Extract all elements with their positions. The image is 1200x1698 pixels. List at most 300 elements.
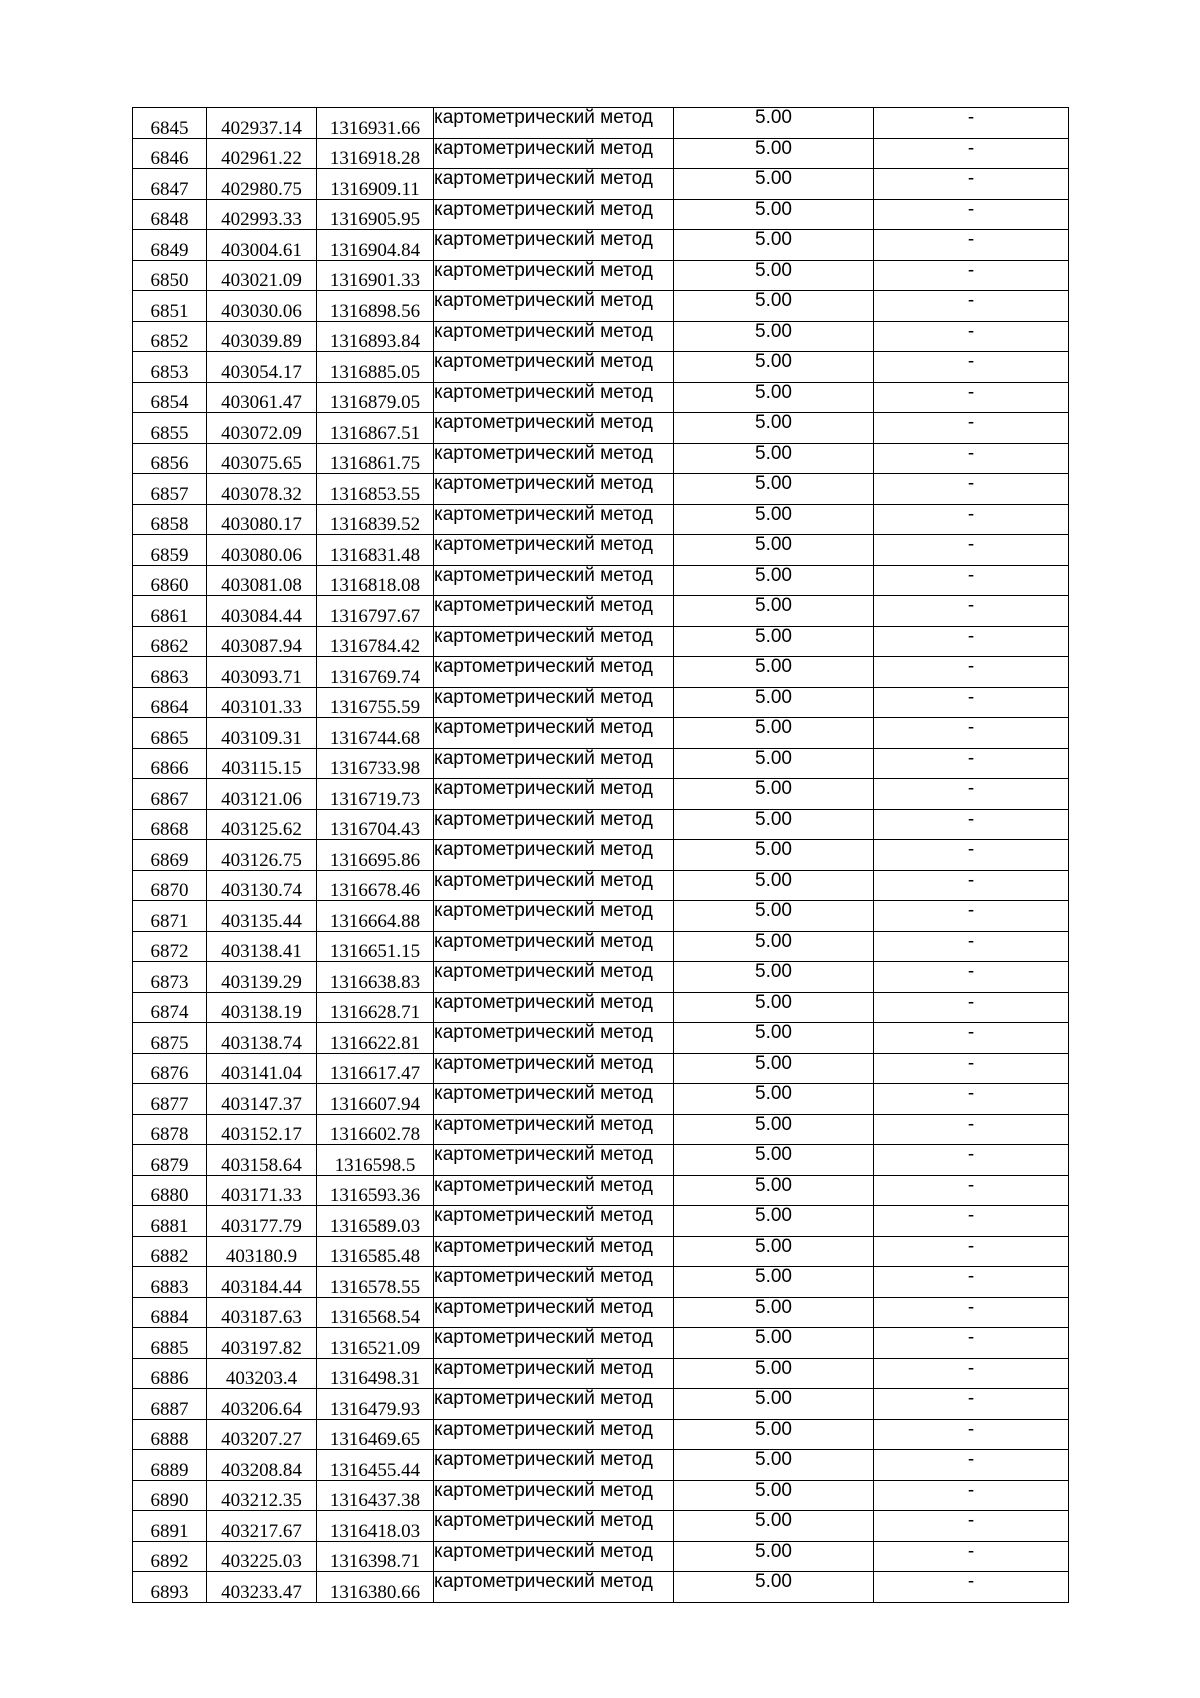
x-coordinate-cell: 403138.41 (207, 931, 317, 962)
description-cell: - (874, 352, 1069, 383)
accuracy-cell: 5.00 (674, 565, 874, 596)
method-cell: картометрический метод (434, 901, 674, 932)
description-cell: - (874, 291, 1069, 322)
accuracy-cell: 5.00 (674, 199, 874, 230)
point-number-cell: 6892 (133, 1541, 207, 1572)
table-row (133, 1114, 1069, 1145)
accuracy-cell: 5.00 (674, 1358, 874, 1389)
table-row (133, 321, 1069, 352)
description-cell: - (874, 504, 1069, 535)
table-row (133, 1175, 1069, 1206)
point-number-cell: 6855 (133, 413, 207, 444)
x-coordinate-cell: 403125.62 (207, 809, 317, 840)
x-coordinate-cell: 402937.14 (207, 108, 317, 139)
method-cell: картометрический метод (434, 1480, 674, 1511)
x-coordinate-cell: 403171.33 (207, 1175, 317, 1206)
y-coordinate-cell: 1316861.75 (317, 443, 434, 474)
description-cell: - (874, 1480, 1069, 1511)
accuracy-cell: 5.00 (674, 169, 874, 200)
y-coordinate-cell: 1316898.56 (317, 291, 434, 322)
x-coordinate-cell: 403212.35 (207, 1480, 317, 1511)
point-number-cell: 6887 (133, 1389, 207, 1420)
description-cell: - (874, 474, 1069, 505)
accuracy-cell: 5.00 (674, 626, 874, 657)
x-coordinate-cell: 403177.79 (207, 1206, 317, 1237)
table-row (133, 840, 1069, 871)
x-coordinate-cell: 403054.17 (207, 352, 317, 383)
point-number-cell: 6877 (133, 1084, 207, 1115)
y-coordinate-cell: 1316380.66 (317, 1572, 434, 1603)
description-cell: - (874, 565, 1069, 596)
y-coordinate-cell: 1316818.08 (317, 565, 434, 596)
accuracy-cell: 5.00 (674, 596, 874, 627)
description-cell: - (874, 535, 1069, 566)
point-number-cell: 6866 (133, 748, 207, 779)
point-number-cell: 6868 (133, 809, 207, 840)
point-number-cell: 6888 (133, 1419, 207, 1450)
table-row (133, 1450, 1069, 1481)
table-row (133, 474, 1069, 505)
point-number-cell: 6867 (133, 779, 207, 810)
x-coordinate-cell: 403072.09 (207, 413, 317, 444)
description-cell: - (874, 901, 1069, 932)
accuracy-cell: 5.00 (674, 901, 874, 932)
point-number-cell: 6847 (133, 169, 207, 200)
description-cell: - (874, 962, 1069, 993)
x-coordinate-cell: 403130.74 (207, 870, 317, 901)
accuracy-cell: 5.00 (674, 1114, 874, 1145)
description-cell: - (874, 992, 1069, 1023)
description-cell: - (874, 1297, 1069, 1328)
point-number-cell: 6874 (133, 992, 207, 1023)
accuracy-cell: 5.00 (674, 230, 874, 261)
description-cell: - (874, 718, 1069, 749)
table-row (133, 565, 1069, 596)
point-number-cell: 6865 (133, 718, 207, 749)
point-number-cell: 6885 (133, 1328, 207, 1359)
y-coordinate-cell: 1316398.71 (317, 1541, 434, 1572)
y-coordinate-cell: 1316598.5 (317, 1145, 434, 1176)
x-coordinate-cell: 403233.47 (207, 1572, 317, 1603)
accuracy-cell: 5.00 (674, 1450, 874, 1481)
method-cell: картометрический метод (434, 565, 674, 596)
method-cell: картометрический метод (434, 779, 674, 810)
y-coordinate-cell: 1316853.55 (317, 474, 434, 505)
method-cell: картометрический метод (434, 1328, 674, 1359)
table-row (133, 504, 1069, 535)
x-coordinate-cell: 403093.71 (207, 657, 317, 688)
description-cell: - (874, 230, 1069, 261)
point-number-cell: 6882 (133, 1236, 207, 1267)
x-coordinate-cell: 403081.08 (207, 565, 317, 596)
point-number-cell: 6852 (133, 321, 207, 352)
y-coordinate-cell: 1316617.47 (317, 1053, 434, 1084)
x-coordinate-cell: 403206.64 (207, 1389, 317, 1420)
description-cell: - (874, 1358, 1069, 1389)
method-cell: картометрический метод (434, 1023, 674, 1054)
accuracy-cell: 5.00 (674, 1023, 874, 1054)
y-coordinate-cell: 1316578.55 (317, 1267, 434, 1298)
table-row (133, 413, 1069, 444)
method-cell: картометрический метод (434, 230, 674, 261)
method-cell: картометрический метод (434, 657, 674, 688)
accuracy-cell: 5.00 (674, 840, 874, 871)
table-row (133, 657, 1069, 688)
description-cell: - (874, 1267, 1069, 1298)
method-cell: картометрический метод (434, 474, 674, 505)
table-row (133, 1206, 1069, 1237)
method-cell: картометрический метод (434, 1572, 674, 1603)
point-number-cell: 6859 (133, 535, 207, 566)
x-coordinate-cell: 403187.63 (207, 1297, 317, 1328)
description-cell: - (874, 748, 1069, 779)
table-row (133, 1297, 1069, 1328)
description-cell: - (874, 1572, 1069, 1603)
point-number-cell: 6861 (133, 596, 207, 627)
method-cell: картометрический метод (434, 687, 674, 718)
method-cell: картометрический метод (434, 138, 674, 169)
accuracy-cell: 5.00 (674, 687, 874, 718)
y-coordinate-cell: 1316797.67 (317, 596, 434, 627)
accuracy-cell: 5.00 (674, 1480, 874, 1511)
table-row (133, 901, 1069, 932)
description-cell: - (874, 199, 1069, 230)
y-coordinate-cell: 1316901.33 (317, 260, 434, 291)
x-coordinate-cell: 403061.47 (207, 382, 317, 413)
method-cell: картометрический метод (434, 748, 674, 779)
accuracy-cell: 5.00 (674, 779, 874, 810)
point-number-cell: 6853 (133, 352, 207, 383)
y-coordinate-cell: 1316909.11 (317, 169, 434, 200)
table-row (133, 1572, 1069, 1603)
y-coordinate-cell: 1316593.36 (317, 1175, 434, 1206)
accuracy-cell: 5.00 (674, 1145, 874, 1176)
method-cell: картометрический метод (434, 1145, 674, 1176)
description-cell: - (874, 809, 1069, 840)
description-cell: - (874, 1053, 1069, 1084)
x-coordinate-cell: 403197.82 (207, 1328, 317, 1359)
description-cell: - (874, 1114, 1069, 1145)
point-number-cell: 6863 (133, 657, 207, 688)
accuracy-cell: 5.00 (674, 413, 874, 444)
method-cell: картометрический метод (434, 962, 674, 993)
table-row (133, 809, 1069, 840)
y-coordinate-cell: 1316719.73 (317, 779, 434, 810)
description-cell: - (874, 1511, 1069, 1542)
accuracy-cell: 5.00 (674, 291, 874, 322)
y-coordinate-cell: 1316479.93 (317, 1389, 434, 1420)
point-number-cell: 6862 (133, 626, 207, 657)
y-coordinate-cell: 1316867.51 (317, 413, 434, 444)
y-coordinate-cell: 1316498.31 (317, 1358, 434, 1389)
accuracy-cell: 5.00 (674, 382, 874, 413)
accuracy-cell: 5.00 (674, 962, 874, 993)
x-coordinate-cell: 403121.06 (207, 779, 317, 810)
x-coordinate-cell: 403147.37 (207, 1084, 317, 1115)
method-cell: картометрический метод (434, 718, 674, 749)
y-coordinate-cell: 1316695.86 (317, 840, 434, 871)
x-coordinate-cell: 403078.32 (207, 474, 317, 505)
y-coordinate-cell: 1316931.66 (317, 108, 434, 139)
x-coordinate-cell: 403225.03 (207, 1541, 317, 1572)
table-row (133, 382, 1069, 413)
y-coordinate-cell: 1316622.81 (317, 1023, 434, 1054)
table-row (133, 779, 1069, 810)
y-coordinate-cell: 1316744.68 (317, 718, 434, 749)
method-cell: картометрический метод (434, 199, 674, 230)
y-coordinate-cell: 1316469.65 (317, 1419, 434, 1450)
point-number-cell: 6873 (133, 962, 207, 993)
y-coordinate-cell: 1316568.54 (317, 1297, 434, 1328)
description-cell: - (874, 1541, 1069, 1572)
table-row (133, 870, 1069, 901)
method-cell: картометрический метод (434, 260, 674, 291)
point-number-cell: 6883 (133, 1267, 207, 1298)
point-number-cell: 6869 (133, 840, 207, 871)
description-cell: - (874, 1206, 1069, 1237)
table-row (133, 230, 1069, 261)
y-coordinate-cell: 1316455.44 (317, 1450, 434, 1481)
description-cell: - (874, 1145, 1069, 1176)
description-cell: - (874, 1389, 1069, 1420)
method-cell: картометрический метод (434, 809, 674, 840)
y-coordinate-cell: 1316885.05 (317, 352, 434, 383)
x-coordinate-cell: 402993.33 (207, 199, 317, 230)
y-coordinate-cell: 1316664.88 (317, 901, 434, 932)
point-number-cell: 6881 (133, 1206, 207, 1237)
y-coordinate-cell: 1316755.59 (317, 687, 434, 718)
description-cell: - (874, 138, 1069, 169)
table-row (133, 138, 1069, 169)
point-number-cell: 6889 (133, 1450, 207, 1481)
y-coordinate-cell: 1316905.95 (317, 199, 434, 230)
y-coordinate-cell: 1316602.78 (317, 1114, 434, 1145)
accuracy-cell: 5.00 (674, 321, 874, 352)
accuracy-cell: 5.00 (674, 657, 874, 688)
y-coordinate-cell: 1316769.74 (317, 657, 434, 688)
method-cell: картометрический метод (434, 108, 674, 139)
point-number-cell: 6872 (133, 931, 207, 962)
method-cell: картометрический метод (434, 931, 674, 962)
accuracy-cell: 5.00 (674, 260, 874, 291)
point-number-cell: 6870 (133, 870, 207, 901)
table-row (133, 1511, 1069, 1542)
method-cell: картометрический метод (434, 870, 674, 901)
x-coordinate-cell: 403139.29 (207, 962, 317, 993)
accuracy-cell: 5.00 (674, 1297, 874, 1328)
table-row (133, 1419, 1069, 1450)
table-row (133, 748, 1069, 779)
x-coordinate-cell: 403141.04 (207, 1053, 317, 1084)
accuracy-cell: 5.00 (674, 1511, 874, 1542)
table-row (133, 169, 1069, 200)
description-cell: - (874, 626, 1069, 657)
x-coordinate-cell: 403138.19 (207, 992, 317, 1023)
method-cell: картометрический метод (434, 352, 674, 383)
accuracy-cell: 5.00 (674, 1236, 874, 1267)
point-number-cell: 6891 (133, 1511, 207, 1542)
description-cell: - (874, 931, 1069, 962)
table-row (133, 1541, 1069, 1572)
y-coordinate-cell: 1316651.15 (317, 931, 434, 962)
x-coordinate-cell: 403217.67 (207, 1511, 317, 1542)
y-coordinate-cell: 1316589.03 (317, 1206, 434, 1237)
accuracy-cell: 5.00 (674, 1419, 874, 1450)
accuracy-cell: 5.00 (674, 1572, 874, 1603)
x-coordinate-cell: 403084.44 (207, 596, 317, 627)
method-cell: картометрический метод (434, 1358, 674, 1389)
description-cell: - (874, 382, 1069, 413)
method-cell: картометрический метод (434, 321, 674, 352)
method-cell: картометрический метод (434, 1541, 674, 1572)
table-row (133, 1145, 1069, 1176)
description-cell: - (874, 443, 1069, 474)
y-coordinate-cell: 1316839.52 (317, 504, 434, 535)
accuracy-cell: 5.00 (674, 504, 874, 535)
x-coordinate-cell: 403184.44 (207, 1267, 317, 1298)
method-cell: картометрический метод (434, 1267, 674, 1298)
y-coordinate-cell: 1316733.98 (317, 748, 434, 779)
point-number-cell: 6845 (133, 108, 207, 139)
y-coordinate-cell: 1316784.42 (317, 626, 434, 657)
x-coordinate-cell: 402980.75 (207, 169, 317, 200)
description-cell: - (874, 870, 1069, 901)
x-coordinate-cell: 403203.4 (207, 1358, 317, 1389)
coordinates-table (132, 107, 1069, 1603)
y-coordinate-cell: 1316678.46 (317, 870, 434, 901)
description-cell: - (874, 687, 1069, 718)
x-coordinate-cell: 402961.22 (207, 138, 317, 169)
table-row (133, 352, 1069, 383)
method-cell: картометрический метод (434, 1175, 674, 1206)
method-cell: картометрический метод (434, 413, 674, 444)
method-cell: картометрический метод (434, 169, 674, 200)
table-row (133, 291, 1069, 322)
table-row (133, 1023, 1069, 1054)
description-cell: - (874, 840, 1069, 871)
x-coordinate-cell: 403039.89 (207, 321, 317, 352)
point-number-cell: 6856 (133, 443, 207, 474)
point-number-cell: 6854 (133, 382, 207, 413)
y-coordinate-cell: 1316893.84 (317, 321, 434, 352)
table-row (133, 626, 1069, 657)
table-row (133, 443, 1069, 474)
table-row (133, 1480, 1069, 1511)
accuracy-cell: 5.00 (674, 1389, 874, 1420)
method-cell: картометрический метод (434, 1084, 674, 1115)
x-coordinate-cell: 403109.31 (207, 718, 317, 749)
description-cell: - (874, 1419, 1069, 1450)
accuracy-cell: 5.00 (674, 1328, 874, 1359)
point-number-cell: 6846 (133, 138, 207, 169)
accuracy-cell: 5.00 (674, 992, 874, 1023)
accuracy-cell: 5.00 (674, 748, 874, 779)
accuracy-cell: 5.00 (674, 108, 874, 139)
description-cell: - (874, 108, 1069, 139)
table-row (133, 199, 1069, 230)
point-number-cell: 6871 (133, 901, 207, 932)
method-cell: картометрический метод (434, 1389, 674, 1420)
y-coordinate-cell: 1316585.48 (317, 1236, 434, 1267)
table-row (133, 260, 1069, 291)
description-cell: - (874, 1450, 1069, 1481)
y-coordinate-cell: 1316704.43 (317, 809, 434, 840)
table-row (133, 1389, 1069, 1420)
table-row (133, 1053, 1069, 1084)
table-row (133, 992, 1069, 1023)
x-coordinate-cell: 403158.64 (207, 1145, 317, 1176)
description-cell: - (874, 1328, 1069, 1359)
point-number-cell: 6851 (133, 291, 207, 322)
x-coordinate-cell: 403135.44 (207, 901, 317, 932)
point-number-cell: 6849 (133, 230, 207, 261)
method-cell: картометрический метод (434, 504, 674, 535)
method-cell: картометрический метод (434, 1114, 674, 1145)
accuracy-cell: 5.00 (674, 443, 874, 474)
method-cell: картометрический метод (434, 1511, 674, 1542)
x-coordinate-cell: 403115.15 (207, 748, 317, 779)
description-cell: - (874, 260, 1069, 291)
method-cell: картометрический метод (434, 596, 674, 627)
description-cell: - (874, 1084, 1069, 1115)
point-number-cell: 6884 (133, 1297, 207, 1328)
table-row (133, 1328, 1069, 1359)
method-cell: картометрический метод (434, 535, 674, 566)
point-number-cell: 6879 (133, 1145, 207, 1176)
description-cell: - (874, 596, 1069, 627)
y-coordinate-cell: 1316918.28 (317, 138, 434, 169)
coordinates-table-body (133, 108, 1069, 1603)
table-row (133, 1236, 1069, 1267)
table-row (133, 108, 1069, 139)
accuracy-cell: 5.00 (674, 1206, 874, 1237)
point-number-cell: 6878 (133, 1114, 207, 1145)
method-cell: картометрический метод (434, 382, 674, 413)
accuracy-cell: 5.00 (674, 931, 874, 962)
method-cell: картометрический метод (434, 626, 674, 657)
x-coordinate-cell: 403004.61 (207, 230, 317, 261)
accuracy-cell: 5.00 (674, 1175, 874, 1206)
x-coordinate-cell: 403126.75 (207, 840, 317, 871)
description-cell: - (874, 657, 1069, 688)
y-coordinate-cell: 1316521.09 (317, 1328, 434, 1359)
x-coordinate-cell: 403080.06 (207, 535, 317, 566)
accuracy-cell: 5.00 (674, 352, 874, 383)
point-number-cell: 6890 (133, 1480, 207, 1511)
point-number-cell: 6857 (133, 474, 207, 505)
x-coordinate-cell: 403080.17 (207, 504, 317, 535)
point-number-cell: 6875 (133, 1023, 207, 1054)
description-cell: - (874, 169, 1069, 200)
description-cell: - (874, 1175, 1069, 1206)
y-coordinate-cell: 1316437.38 (317, 1480, 434, 1511)
x-coordinate-cell: 403208.84 (207, 1450, 317, 1481)
description-cell: - (874, 413, 1069, 444)
table-row (133, 962, 1069, 993)
method-cell: картометрический метод (434, 1053, 674, 1084)
point-number-cell: 6850 (133, 260, 207, 291)
accuracy-cell: 5.00 (674, 809, 874, 840)
x-coordinate-cell: 403030.06 (207, 291, 317, 322)
y-coordinate-cell: 1316638.83 (317, 962, 434, 993)
method-cell: картометрический метод (434, 1297, 674, 1328)
y-coordinate-cell: 1316607.94 (317, 1084, 434, 1115)
y-coordinate-cell: 1316628.71 (317, 992, 434, 1023)
point-number-cell: 6886 (133, 1358, 207, 1389)
x-coordinate-cell: 403021.09 (207, 260, 317, 291)
method-cell: картометрический метод (434, 992, 674, 1023)
x-coordinate-cell: 403075.65 (207, 443, 317, 474)
